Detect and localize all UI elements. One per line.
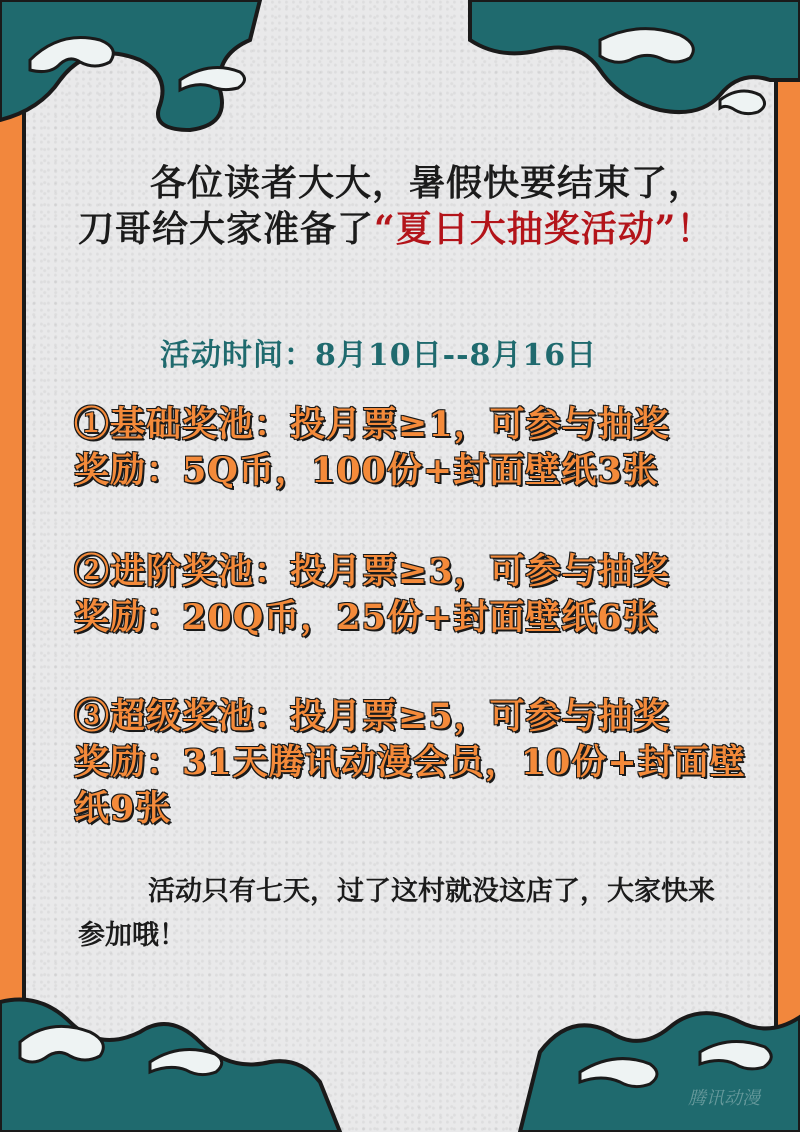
- pool-reward: 奖励：20Q币，25份+封面壁纸6张: [74, 597, 659, 638]
- pool-requirement: ③超级奖池：投月票≥5，可参与抽奖: [74, 696, 670, 737]
- pool-requirement: ②进阶奖池：投月票≥3，可参与抽奖: [74, 551, 670, 592]
- intro-text: 各位读者大大，暑假快要结束了，刀哥给大家准备了: [78, 162, 706, 250]
- event-name-highlight: “夏日大抽奖活动”: [374, 208, 677, 250]
- intro-exclamation: ！: [676, 208, 714, 250]
- prize-pool-super: [74, 694, 764, 832]
- intro-paragraph: [78, 160, 718, 252]
- left-border: [0, 0, 26, 1132]
- outro-paragraph: [78, 870, 738, 958]
- top-waves-decoration: [0, 0, 800, 150]
- pool-requirement: ①基础奖池：投月票≥1，可参与抽奖: [74, 404, 670, 445]
- prize-pool-advanced: [74, 549, 764, 641]
- prize-pool-basic: [74, 402, 764, 494]
- bottom-waves-decoration: [0, 972, 800, 1132]
- pool-reward: 奖励：31天腾讯动漫会员，10份+封面壁纸9张: [74, 742, 746, 829]
- outro-text: 活动只有七天，过了这村就没这店了，大家快来参加哦！: [78, 876, 715, 951]
- watermark-logo: 腾讯动漫: [688, 1088, 760, 1109]
- pool-reward: 奖励：5Q币，100份+封面壁纸3张: [74, 450, 659, 491]
- event-date: 活动时间：8月10日--8月16日: [160, 338, 598, 373]
- right-border: [774, 0, 800, 1132]
